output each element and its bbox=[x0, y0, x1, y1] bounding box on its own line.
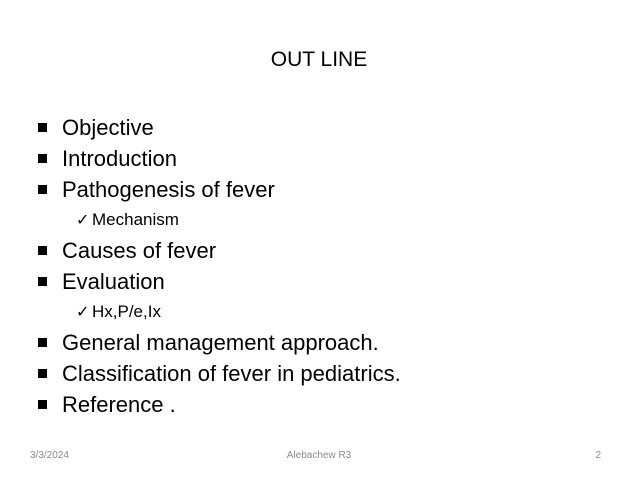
list-item bbox=[38, 327, 618, 358]
square-bullet-icon bbox=[38, 246, 47, 255]
list-item-text: Mechanism bbox=[92, 210, 179, 229]
footer-author: Alebachew R3 bbox=[286, 450, 352, 461]
list-item-text: Hx,P/e,Ix bbox=[92, 302, 161, 321]
list-item-text: Introduction bbox=[62, 145, 177, 171]
list-item bbox=[38, 266, 618, 297]
list-item bbox=[38, 174, 618, 205]
slide-title: OUT LINE bbox=[270, 48, 368, 71]
list-item-text: Classification of fever in pediatrics. bbox=[62, 360, 401, 386]
page-number: 2 bbox=[595, 450, 601, 461]
list-item-text: Evaluation bbox=[62, 268, 165, 294]
sub-list-item bbox=[38, 297, 618, 327]
square-bullet-icon bbox=[38, 123, 47, 132]
outline-list bbox=[38, 112, 618, 420]
list-item bbox=[38, 112, 618, 143]
square-bullet-icon bbox=[38, 400, 47, 409]
square-bullet-icon bbox=[38, 369, 47, 378]
list-item bbox=[38, 235, 618, 266]
list-item bbox=[38, 389, 618, 420]
list-item bbox=[38, 143, 618, 174]
sub-list-item bbox=[38, 205, 618, 235]
square-bullet-icon bbox=[38, 185, 47, 194]
square-bullet-icon bbox=[38, 154, 47, 163]
list-item-text: Causes of fever bbox=[62, 237, 217, 263]
square-bullet-icon bbox=[38, 277, 47, 286]
list-item-text: General management approach. bbox=[62, 329, 379, 355]
checkmark-icon: ✓ bbox=[76, 304, 90, 321]
list-item-text: Pathogenesis of fever bbox=[62, 176, 275, 202]
footer-date: 3/3/2024 bbox=[30, 450, 69, 461]
list-item bbox=[38, 358, 618, 389]
checkmark-icon: ✓ bbox=[76, 212, 90, 229]
list-item-text: Reference . bbox=[62, 391, 176, 417]
list-item-text: Objective bbox=[62, 114, 154, 140]
square-bullet-icon bbox=[38, 338, 47, 347]
